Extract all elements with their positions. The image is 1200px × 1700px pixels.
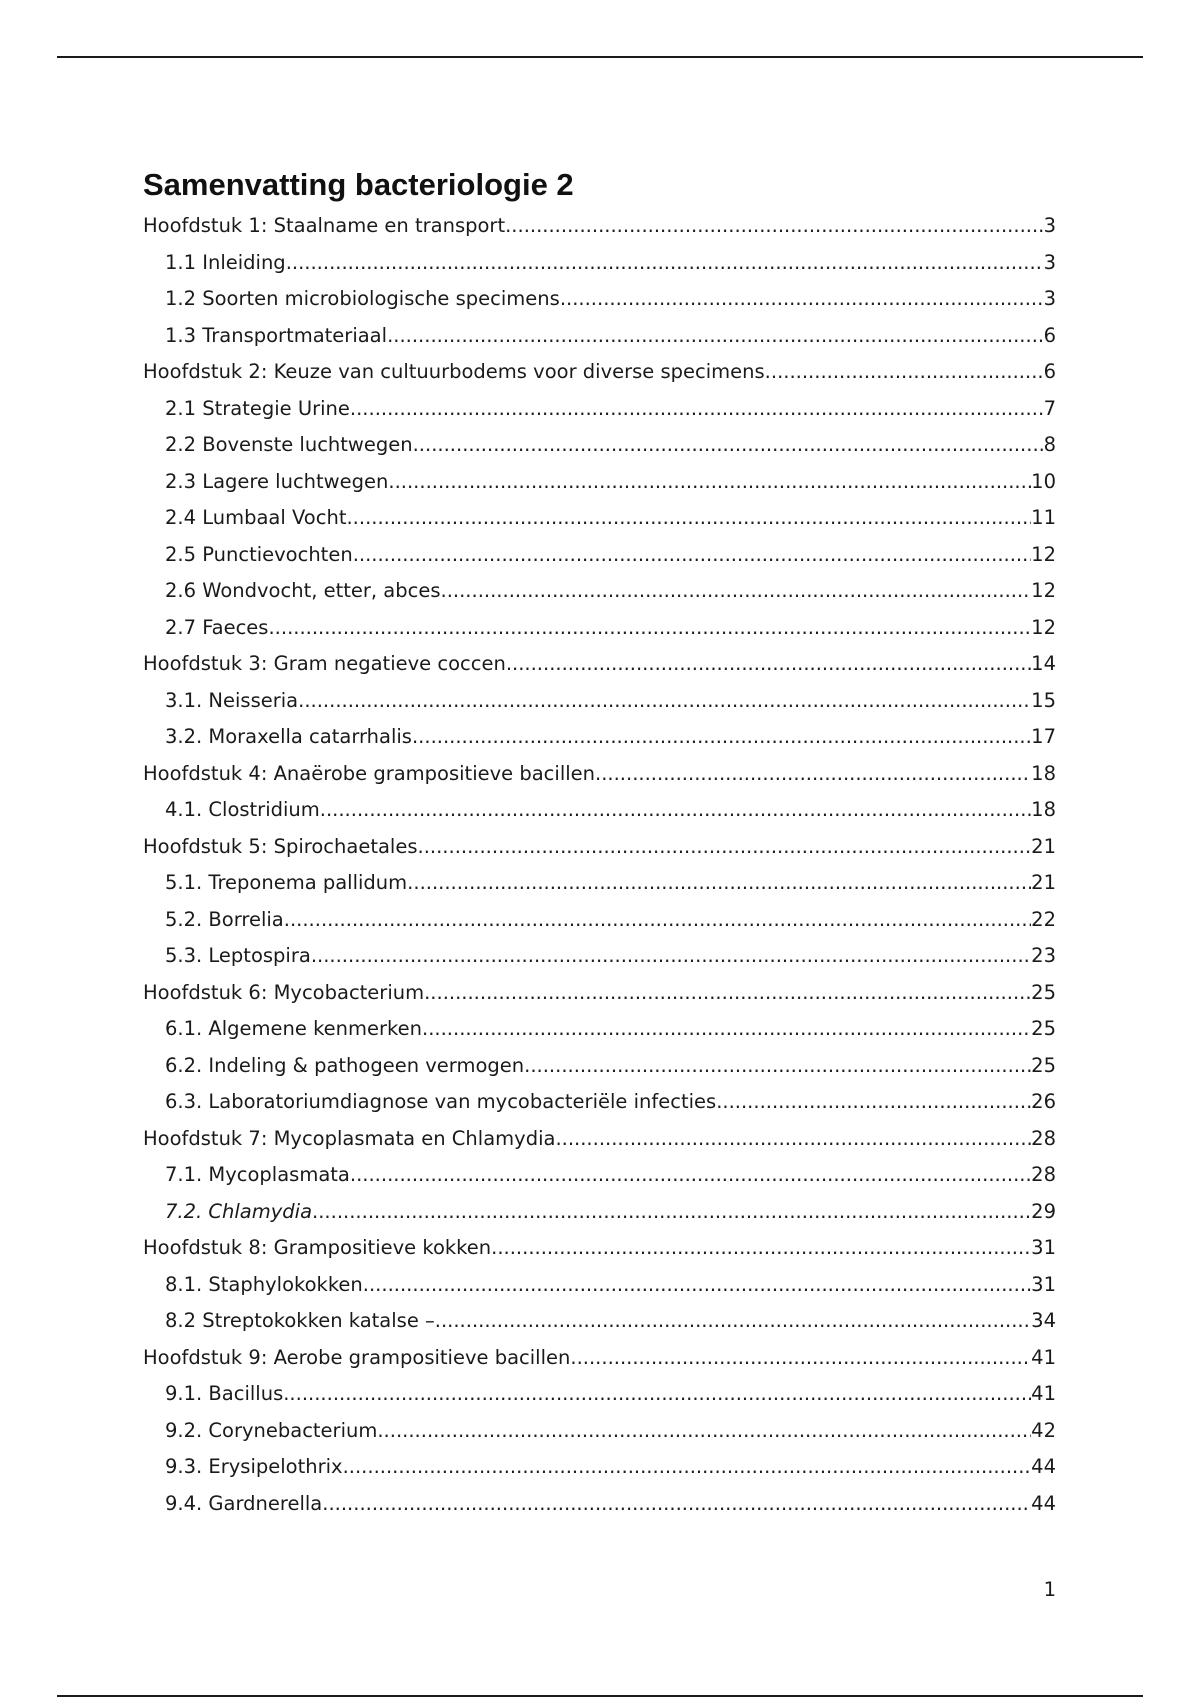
toc-entry-label: 5.1. Treponema pallidum xyxy=(165,871,408,894)
toc-section-entry[interactable] xyxy=(143,719,1056,756)
toc-entry-label: 9.3. Erysipelothrix xyxy=(165,1455,343,1478)
toc-entry-label: 7.2. Chlamydia xyxy=(165,1199,313,1223)
toc-dot-leader xyxy=(441,573,1032,610)
toc-chapter-entry[interactable] xyxy=(143,646,1056,683)
toc-entry-label: 8.2 Streptokokken katalse – xyxy=(165,1309,435,1332)
toc-entry-page: 28 xyxy=(1031,1163,1056,1186)
toc-entry-label: 7.1. Mycoplasmata xyxy=(165,1163,350,1186)
toc-section-entry[interactable] xyxy=(143,938,1056,975)
toc-dot-leader xyxy=(422,1011,1031,1048)
toc-dot-leader xyxy=(505,208,1043,245)
toc-entry-page: 23 xyxy=(1031,944,1056,967)
toc-chapter-entry[interactable] xyxy=(143,1121,1056,1158)
toc-entry-label: 3.2. Moraxella catarrhalis xyxy=(165,725,412,748)
toc-dot-leader xyxy=(298,683,1031,720)
toc-section-entry[interactable] xyxy=(143,1194,1056,1231)
toc-entry-label: Hoofdstuk 4: Anaërobe grampositieve bacillen xyxy=(143,761,596,785)
toc-dot-leader xyxy=(387,318,1044,355)
toc-section-entry[interactable] xyxy=(143,1449,1056,1486)
toc-entry-label: Hoofdstuk 1: Staalname en transport xyxy=(143,214,506,237)
toc-entry-label: Hoofdstuk 6: Mycobacterium xyxy=(143,980,425,1004)
toc-entry-label: 9.2. Corynebacterium xyxy=(165,1418,378,1442)
toc-dot-leader xyxy=(506,646,1031,683)
toc-entry-label: 1.2 Soorten microbiologische specimens xyxy=(165,287,560,310)
toc-entry-page: 3 xyxy=(1043,287,1056,310)
toc-dot-leader xyxy=(418,829,1032,866)
toc-dot-leader xyxy=(560,281,1044,318)
toc-entry-label: Hoofdstuk 5: Spirochaetales xyxy=(143,834,418,858)
toc-chapter-entry[interactable] xyxy=(143,975,1056,1012)
toc-dot-leader xyxy=(555,1121,1031,1158)
toc-entry-label: 2.1 Strategie Urine xyxy=(165,396,350,420)
toc-dot-leader xyxy=(283,1376,1031,1413)
toc-dot-leader xyxy=(286,245,1044,282)
toc-entry-page: 10 xyxy=(1031,469,1056,493)
toc-entry-label: 5.3. Leptospira xyxy=(165,944,311,967)
toc-section-entry[interactable] xyxy=(143,683,1056,720)
toc-entry-page: 15 xyxy=(1031,688,1056,712)
toc-entry-page: 3 xyxy=(1043,214,1056,237)
toc-entry-label: 1.1 Inleiding xyxy=(165,250,286,274)
toc-section-entry[interactable] xyxy=(143,1011,1056,1048)
toc-dot-leader xyxy=(412,719,1031,756)
toc-entry-page: 44 xyxy=(1031,1455,1056,1478)
toc-entry-label: 2.4 Lumbaal Vocht xyxy=(165,506,347,529)
toc-entry-label: 9.1. Bacillus xyxy=(165,1382,284,1405)
toc-entry-page: 41 xyxy=(1031,1382,1056,1405)
toc-section-entry[interactable] xyxy=(143,573,1056,610)
toc-entry-page: 17 xyxy=(1031,725,1056,748)
toc-dot-leader xyxy=(435,1303,1031,1340)
toc-entry-page: 28 xyxy=(1031,1126,1056,1150)
toc-section-entry[interactable] xyxy=(143,1303,1056,1340)
toc-entry-label: Hoofdstuk 7: Mycoplasmata en Chlamydia xyxy=(143,1126,556,1150)
toc-entry-page: 25 xyxy=(1031,1017,1056,1040)
toc-section-entry[interactable] xyxy=(143,1048,1056,1085)
toc-entry-page: 8 xyxy=(1043,433,1056,456)
toc-dot-leader xyxy=(322,1486,1031,1523)
toc-section-entry[interactable] xyxy=(143,1084,1056,1121)
toc-dot-leader xyxy=(350,391,1044,428)
toc-section-entry[interactable] xyxy=(143,281,1056,318)
toc-entry-label: 9.4. Gardnerella xyxy=(165,1491,323,1515)
toc-entry-page: 31 xyxy=(1031,1236,1056,1259)
toc-entry-page: 3 xyxy=(1043,250,1056,274)
toc-section-entry[interactable] xyxy=(143,427,1056,464)
toc-entry-label: Hoofdstuk 3: Gram negatieve coccen xyxy=(143,652,506,675)
toc-chapter-entry[interactable] xyxy=(143,208,1056,245)
toc-entry-page: 41 xyxy=(1031,1345,1056,1369)
toc-entry-page: 21 xyxy=(1031,834,1056,858)
toc-entry-label: 5.2. Borrelia xyxy=(165,907,284,931)
footer-rule xyxy=(57,1695,1143,1697)
toc-entry-page: 12 xyxy=(1031,542,1056,566)
toc-entry-label: 3.1. Neisseria xyxy=(165,688,299,712)
toc-section-entry[interactable] xyxy=(143,1486,1056,1523)
toc-dot-leader xyxy=(350,1157,1031,1194)
toc-section-entry[interactable] xyxy=(143,245,1056,282)
toc-dot-leader xyxy=(424,975,1031,1012)
toc-entry-page: 34 xyxy=(1031,1309,1056,1332)
toc-entry-label: Hoofdstuk 8: Grampositieve kokken xyxy=(143,1236,492,1259)
toc-entry-page: 12 xyxy=(1031,579,1056,602)
document-title: Samenvatting bacteriologie 2 xyxy=(143,167,574,202)
toc-entry-label: 2.2 Bovenste luchtwegen xyxy=(165,433,413,456)
toc-dot-leader xyxy=(388,464,1031,501)
toc-section-entry[interactable] xyxy=(143,464,1056,501)
toc-section-entry[interactable] xyxy=(143,391,1056,428)
toc-entry-page: 25 xyxy=(1031,980,1056,1004)
toc-dot-leader xyxy=(595,756,1031,793)
toc-chapter-entry[interactable] xyxy=(143,1340,1056,1377)
toc-entry-label: 4.1. Clostridium xyxy=(165,798,320,821)
toc-section-entry[interactable] xyxy=(143,1267,1056,1304)
toc-entry-page: 42 xyxy=(1031,1418,1056,1442)
toc-entry-label: 6.3. Laboratoriumdiagnose van mycobacteriële infecties xyxy=(165,1090,717,1113)
toc-section-entry[interactable] xyxy=(143,1413,1056,1450)
toc-dot-leader xyxy=(284,902,1031,939)
toc-section-entry[interactable] xyxy=(143,792,1056,829)
toc-dot-leader xyxy=(716,1084,1031,1121)
toc-entry-page: 18 xyxy=(1031,798,1056,821)
toc-section-entry[interactable] xyxy=(143,318,1056,355)
table-of-contents xyxy=(143,208,1056,1522)
document-body xyxy=(143,164,1056,1522)
toc-entry-page: 7 xyxy=(1043,396,1056,420)
toc-dot-leader xyxy=(413,427,1044,464)
toc-entry-page: 25 xyxy=(1031,1053,1056,1077)
toc-section-entry[interactable] xyxy=(143,1376,1056,1413)
toc-entry-label: 2.3 Lagere luchtwegen xyxy=(165,469,389,493)
toc-entry-label: 6.1. Algemene kenmerken xyxy=(165,1017,423,1040)
toc-dot-leader xyxy=(353,537,1031,574)
toc-entry-label: 8.1. Staphylokokken xyxy=(165,1272,363,1296)
toc-dot-leader xyxy=(491,1230,1031,1267)
toc-dot-leader xyxy=(311,938,1031,975)
toc-dot-leader xyxy=(320,792,1031,829)
toc-entry-page: 29 xyxy=(1031,1199,1056,1223)
toc-section-entry[interactable] xyxy=(143,500,1056,537)
toc-entry-page: 14 xyxy=(1031,652,1056,675)
toc-section-entry[interactable] xyxy=(143,537,1056,574)
page-number: 1 xyxy=(1043,1578,1056,1601)
toc-dot-leader xyxy=(346,500,1031,537)
toc-chapter-entry[interactable] xyxy=(143,829,1056,866)
toc-entry-page: 6 xyxy=(1043,323,1056,347)
toc-dot-leader xyxy=(377,1413,1031,1450)
toc-chapter-entry[interactable] xyxy=(143,354,1056,391)
toc-dot-leader xyxy=(343,1449,1032,1486)
toc-entry-page: 6 xyxy=(1043,360,1056,383)
toc-dot-leader xyxy=(765,354,1044,391)
toc-entry-label: 2.6 Wondvocht, etter, abces xyxy=(165,579,441,602)
toc-dot-leader xyxy=(312,1194,1031,1231)
toc-entry-label: 6.2. Indeling & pathogeen vermogen xyxy=(165,1053,525,1077)
toc-dot-leader xyxy=(524,1048,1031,1085)
toc-entry-label: 1.3 Transportmateriaal xyxy=(165,323,388,347)
toc-entry-label: 2.7 Faeces xyxy=(165,615,269,639)
toc-dot-leader xyxy=(570,1340,1031,1377)
toc-chapter-entry[interactable] xyxy=(143,1230,1056,1267)
toc-entry-page: 31 xyxy=(1031,1272,1056,1296)
toc-chapter-entry[interactable] xyxy=(143,756,1056,793)
toc-entry-page: 18 xyxy=(1031,761,1056,785)
toc-dot-leader xyxy=(268,610,1031,647)
toc-entry-page: 12 xyxy=(1031,615,1056,639)
toc-entry-label: Hoofdstuk 2: Keuze van cultuurbodems voor diverse specimens xyxy=(143,360,765,383)
toc-entry-label: Hoofdstuk 9: Aerobe grampositieve bacillen xyxy=(143,1345,571,1369)
toc-entry-page: 44 xyxy=(1031,1491,1056,1515)
toc-section-entry[interactable] xyxy=(143,1157,1056,1194)
toc-entry-page: 26 xyxy=(1031,1090,1056,1113)
toc-entry-page: 22 xyxy=(1031,907,1056,931)
toc-section-entry[interactable] xyxy=(143,902,1056,939)
toc-entry-page: 21 xyxy=(1031,871,1056,894)
header-rule xyxy=(57,56,1143,58)
toc-section-entry[interactable] xyxy=(143,610,1056,647)
toc-dot-leader xyxy=(407,865,1031,902)
toc-dot-leader xyxy=(363,1267,1031,1304)
toc-section-entry[interactable] xyxy=(143,865,1056,902)
toc-entry-page: 11 xyxy=(1031,506,1056,529)
toc-entry-label: 2.5 Punctievochten xyxy=(165,542,353,566)
